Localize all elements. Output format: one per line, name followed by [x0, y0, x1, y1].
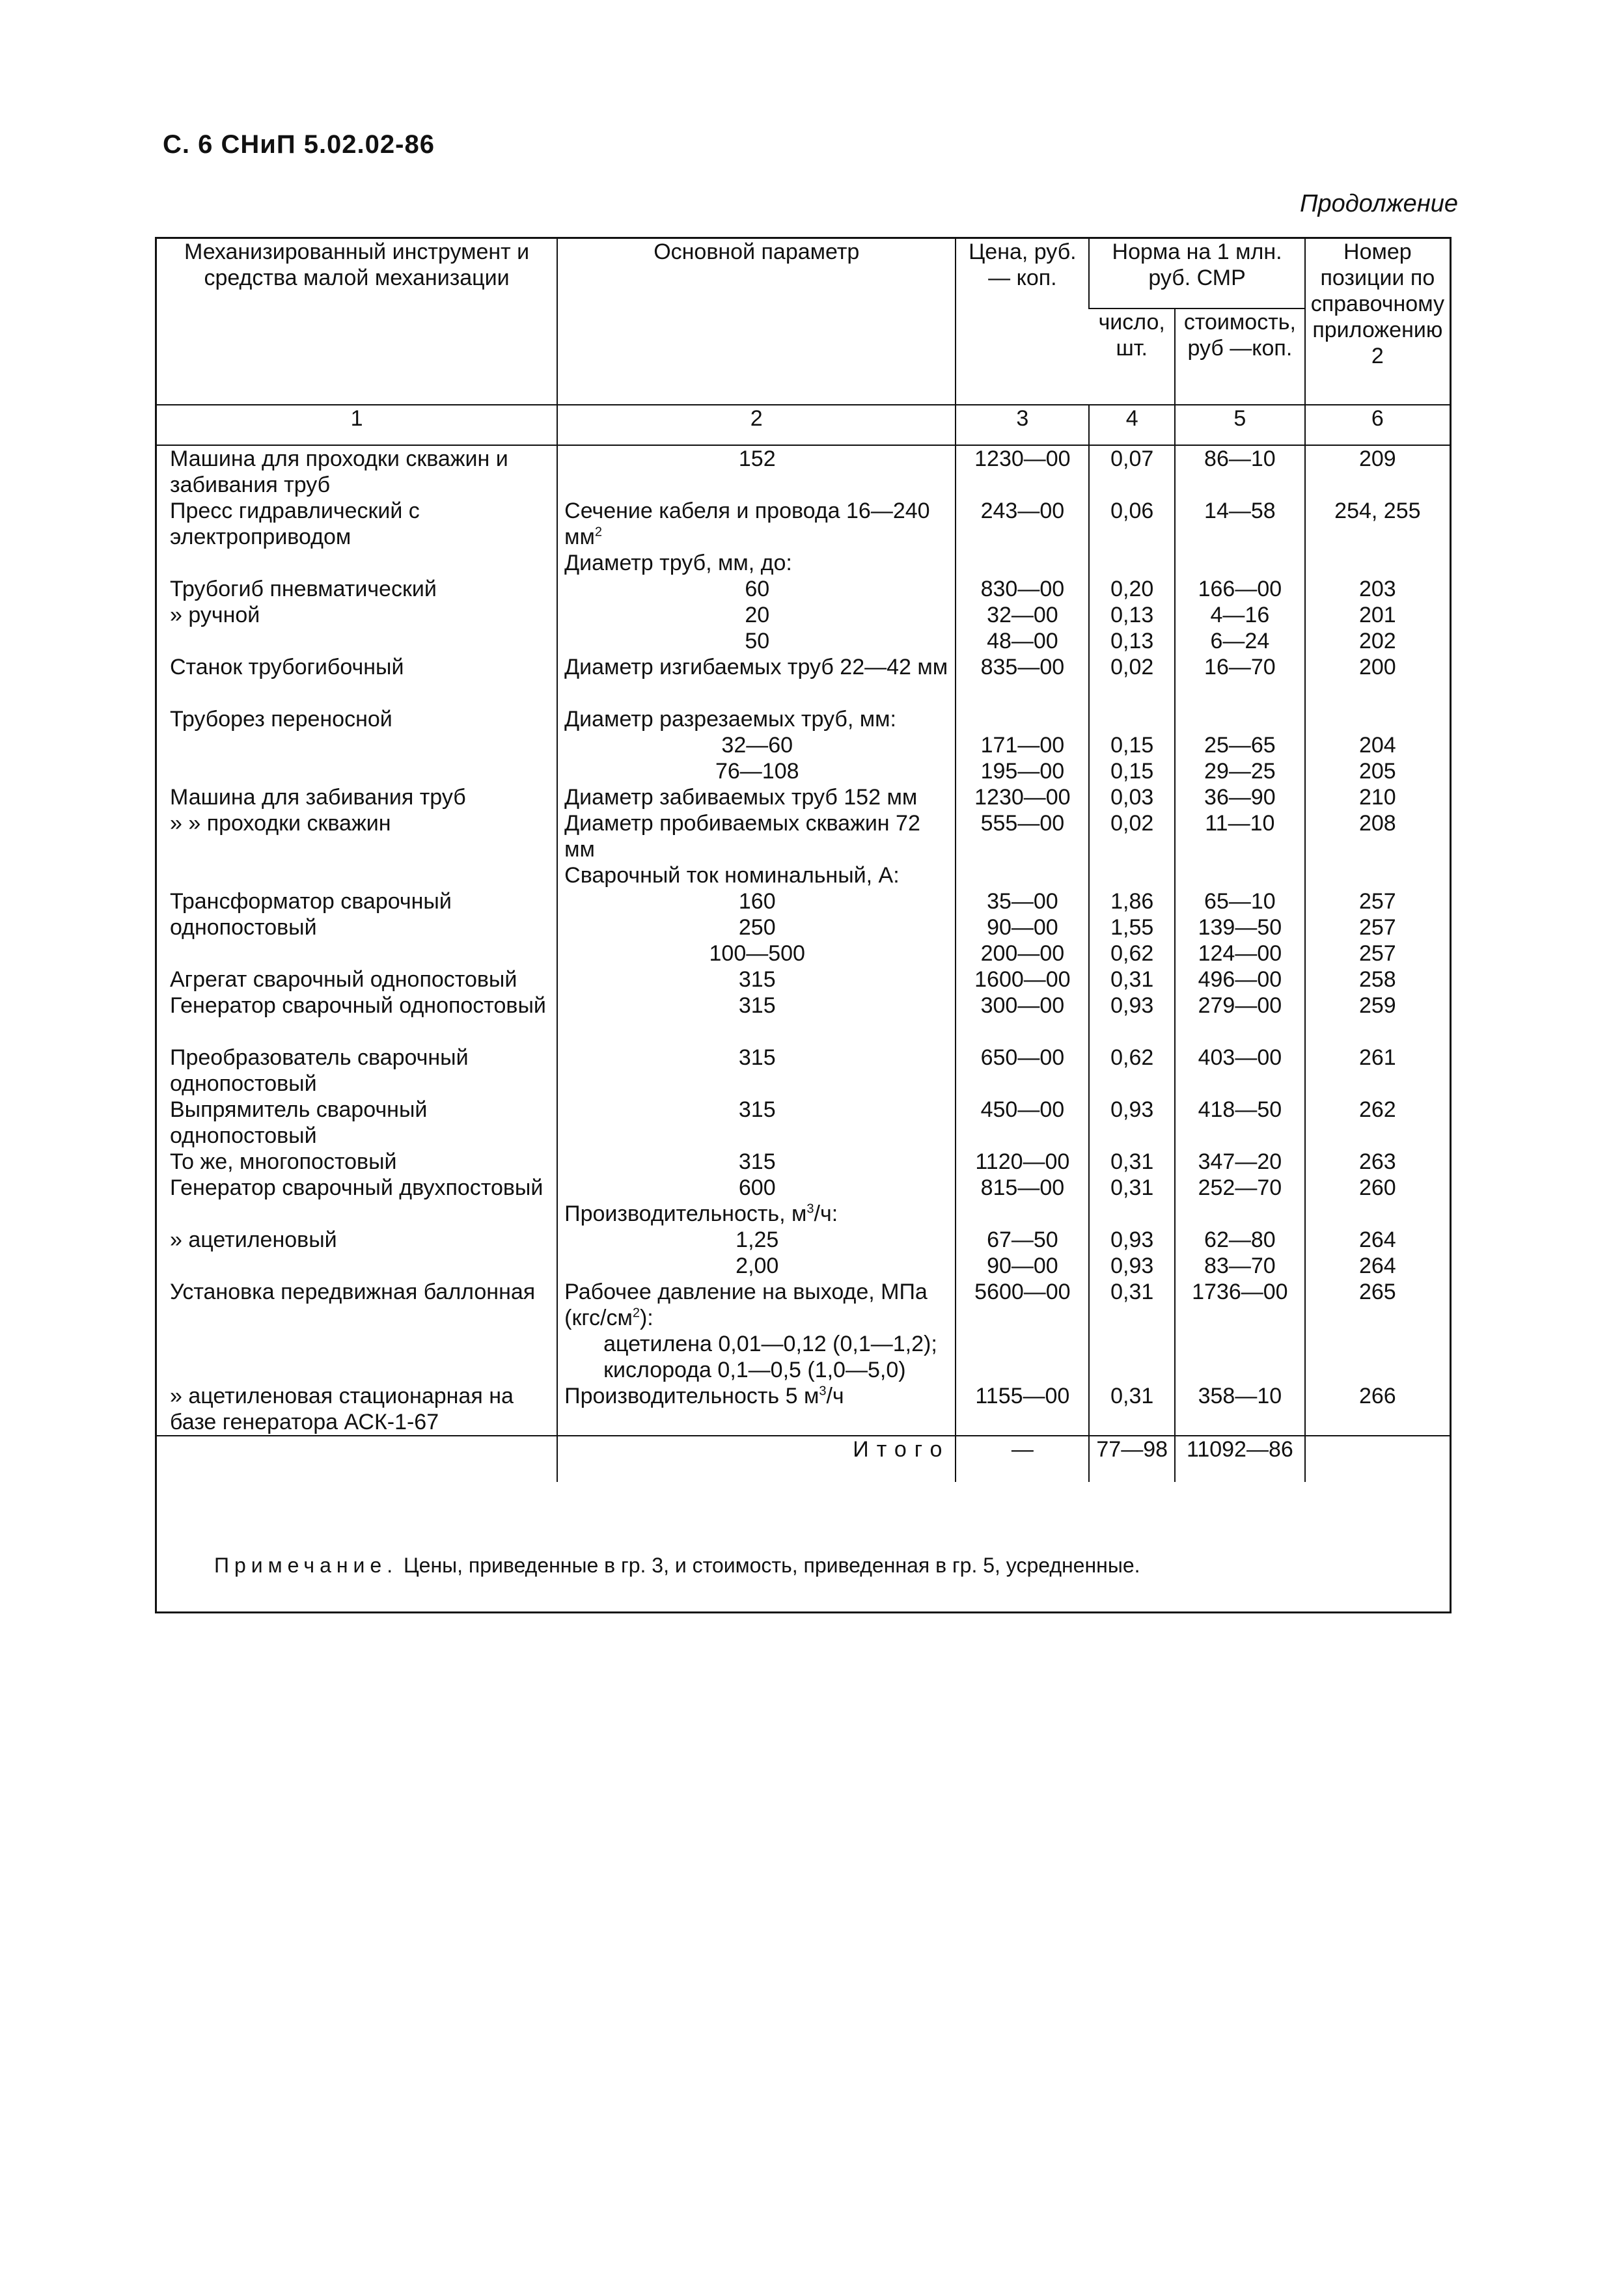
- price-value: 835—00: [980, 655, 1065, 679]
- column-numbers-row: [157, 405, 1450, 445]
- item-name: » ацетиленовая стационарная на базе генератора АСК-1-67: [170, 1384, 514, 1434]
- cost-value: 166—00: [1198, 577, 1282, 601]
- cost-value: 29—25: [1204, 759, 1276, 784]
- price-value: 35—00: [987, 889, 1058, 914]
- param-value: ацетилена 0,01—0,12 (0,1—1,2);: [603, 1332, 937, 1356]
- param-value: 60: [745, 577, 770, 601]
- qty-value: 0,31: [1110, 1384, 1154, 1408]
- position-value: 200: [1358, 655, 1396, 679]
- param-value: 315: [738, 967, 776, 992]
- total-label: Итого: [557, 1436, 956, 1482]
- price-value: 830—00: [980, 577, 1065, 601]
- position-value: 204: [1358, 733, 1396, 758]
- header-col4: число, шт.: [1089, 308, 1175, 405]
- item-name: Машина для проходки скважин и забивания труб: [170, 446, 508, 497]
- param-heading: Диаметр труб, мм, до:: [564, 551, 792, 575]
- cost-value: 124—00: [1198, 941, 1282, 966]
- param-value: Диаметр изгибаемых труб 22—42 мм: [564, 655, 948, 679]
- param-value: 315: [738, 1149, 776, 1174]
- header-col45: Норма на 1 млн. руб. СМР: [1089, 239, 1304, 308]
- param-value: Диаметр забиваемых труб 152 мм: [564, 785, 918, 810]
- param-value: 32—60: [721, 733, 793, 758]
- item-name: Трансформатор сварочный однопостовый: [170, 889, 452, 940]
- item-name: Пресс гидравлический с электроприводом: [170, 499, 420, 549]
- param-value: Производительность 5 $м^3/ч$: [564, 1384, 844, 1408]
- header-col6: Номер позиции по справочному приложению 2: [1305, 239, 1450, 405]
- position-value: 266: [1358, 1384, 1396, 1408]
- price-value: 5600—00: [974, 1280, 1071, 1304]
- param-value: 315: [738, 1097, 776, 1122]
- cost-value: 6—24: [1210, 629, 1270, 653]
- position-value: 209: [1358, 446, 1396, 471]
- item-name: Агрегат сварочный однопостовый: [170, 967, 517, 992]
- position-value: 264: [1358, 1227, 1396, 1252]
- param-heading: Диаметр разрезаемых труб, мм:: [564, 707, 896, 732]
- param-value: 250: [738, 915, 776, 940]
- item-name: Преобразователь сварочный однопостовый: [170, 1045, 469, 1096]
- param-value: 1,25: [736, 1227, 779, 1252]
- qty-value: 0,02: [1110, 811, 1154, 836]
- param-value: 315: [738, 993, 776, 1018]
- qty-value: 0,13: [1110, 603, 1154, 627]
- total-cost: 11092—86: [1175, 1436, 1305, 1482]
- col-number: 2: [557, 405, 956, 445]
- cost-value: 358—10: [1198, 1384, 1282, 1408]
- cost-value: 1736—00: [1192, 1280, 1288, 1304]
- cost-value: 36—90: [1204, 785, 1276, 810]
- qty-value: 0,93: [1110, 993, 1154, 1018]
- col-number: 3: [956, 405, 1089, 445]
- price-value: 90—00: [987, 1254, 1058, 1278]
- item-name: Выпрямитель сварочный однопостовый: [170, 1097, 428, 1148]
- position-column: [1305, 445, 1450, 1436]
- price-column: [956, 445, 1089, 1436]
- qty-value: 0,31: [1110, 1280, 1154, 1304]
- position-value: 263: [1358, 1149, 1396, 1174]
- col-number: 6: [1305, 405, 1450, 445]
- cost-value: 139—50: [1198, 915, 1282, 940]
- cost-value: 86—10: [1204, 446, 1276, 471]
- price-value: 650—00: [980, 1045, 1065, 1070]
- qty-value: 0,15: [1110, 759, 1154, 784]
- table-note: [214, 1554, 1140, 1578]
- table-body: [157, 445, 1450, 1436]
- price-value: 555—00: [980, 811, 1065, 836]
- qty-value: 0,13: [1110, 629, 1154, 653]
- position-value: 205: [1358, 759, 1396, 784]
- price-value: 300—00: [980, 993, 1065, 1018]
- position-value: 257: [1358, 941, 1396, 966]
- price-value: 67—50: [987, 1227, 1058, 1252]
- item-name: Установка передвижная баллонная: [170, 1280, 536, 1304]
- item-name: Генератор сварочный однопостовый: [170, 993, 546, 1018]
- cost-value: 252—70: [1198, 1175, 1282, 1200]
- page-header: С. 6 СНиП 5.02.02-86: [163, 130, 435, 159]
- cost-value: 403—00: [1198, 1045, 1282, 1070]
- price-value: 1600—00: [974, 967, 1071, 992]
- qty-value: 0,07: [1110, 446, 1154, 471]
- qty-value: 0,20: [1110, 577, 1154, 601]
- cost-value: 65—10: [1204, 889, 1276, 914]
- total-row: [157, 1436, 1450, 1482]
- price-value: 243—00: [980, 499, 1065, 523]
- qty-value: 0,31: [1110, 1175, 1154, 1200]
- price-value: 195—00: [980, 759, 1065, 784]
- item-name: » » проходки скважин: [170, 811, 391, 836]
- col-number: 4: [1089, 405, 1175, 445]
- qty-value: 0,62: [1110, 941, 1154, 966]
- qty-value: 1,55: [1110, 915, 1154, 940]
- position-value: 258: [1358, 967, 1396, 992]
- param-value: кислорода 0,1—0,5 (1,0—5,0): [603, 1358, 906, 1382]
- price-value: 1230—00: [974, 785, 1071, 810]
- position-value: 210: [1358, 785, 1396, 810]
- qty-value: 0,93: [1110, 1254, 1154, 1278]
- names-column: [157, 445, 557, 1436]
- item-name: Трубогиб пневматический: [170, 577, 437, 601]
- price-value: 200—00: [980, 941, 1065, 966]
- cost-value: 62—80: [1204, 1227, 1276, 1252]
- param-value: 2,00: [736, 1254, 779, 1278]
- position-value: 257: [1358, 915, 1396, 940]
- price-value: 32—00: [987, 603, 1058, 627]
- cost-value: 347—20: [1198, 1149, 1282, 1174]
- table-header-row: [157, 239, 1450, 308]
- header-col2: Основной параметр: [557, 239, 956, 405]
- qty-value: 0,93: [1110, 1227, 1154, 1252]
- total-price: —: [956, 1436, 1089, 1482]
- cost-value: 496—00: [1198, 967, 1282, 992]
- param-value: 152: [738, 446, 776, 471]
- position-value: 257: [1358, 889, 1396, 914]
- param-value: 76—108: [715, 759, 799, 784]
- param-value: 160: [738, 889, 776, 914]
- param-value: Рабочее давление на выходе, МПа $(кгс/см^2)$:: [564, 1280, 928, 1330]
- param-value: 100—500: [709, 941, 805, 966]
- param-heading: Производительность, $м^3/ч$:: [564, 1201, 838, 1226]
- header-col3: Цена, руб. — коп.: [956, 239, 1089, 405]
- col-number: 1: [157, 405, 557, 445]
- cost-value: 279—00: [1198, 993, 1282, 1018]
- header-col1: Механизированный инструмент и средства малой механизации: [157, 239, 557, 405]
- price-value: 90—00: [987, 915, 1058, 940]
- note-text: Цены, приведенные в гр. 3, и стоимость, приведенная в гр. 5, усредненные.: [398, 1554, 1140, 1577]
- param-value: Сечение кабеля и провода 16—240 $мм^2$: [564, 499, 930, 549]
- cost-value: 16—70: [1204, 655, 1276, 679]
- qty-value: 0,31: [1110, 1149, 1154, 1174]
- item-name: Машина для забивания труб: [170, 785, 466, 810]
- price-value: 1155—00: [975, 1384, 1070, 1408]
- price-value: 450—00: [980, 1097, 1065, 1122]
- cost-column: [1175, 445, 1305, 1436]
- item-name: » ацетиленовый: [170, 1227, 337, 1252]
- param-value: Диаметр пробиваемых скважин 72 мм: [564, 811, 920, 862]
- position-value: 261: [1358, 1045, 1396, 1070]
- col-number: 5: [1175, 405, 1305, 445]
- qty-value: 0,03: [1110, 785, 1154, 810]
- price-value: 1230—00: [974, 446, 1071, 471]
- item-name: Труборез переносной: [170, 707, 392, 732]
- qty-value: 0,93: [1110, 1097, 1154, 1122]
- position-value: 203: [1358, 577, 1396, 601]
- position-value: 208: [1358, 811, 1396, 836]
- param-value: 600: [738, 1175, 776, 1200]
- param-value: 20: [745, 603, 770, 627]
- qty-value: 0,02: [1110, 655, 1154, 679]
- header-col5: стоимость, руб —коп.: [1175, 308, 1305, 405]
- param-value: 50: [745, 629, 770, 653]
- param-heading: Сварочный ток номинальный, А:: [564, 863, 900, 888]
- qty-value: 0,31: [1110, 967, 1154, 992]
- position-value: 260: [1358, 1175, 1396, 1200]
- cost-value: 418—50: [1198, 1097, 1282, 1122]
- cost-value: 11—10: [1205, 811, 1275, 836]
- price-value: 171—00: [980, 733, 1065, 758]
- item-name: Генератор сварочный двухпостовый: [170, 1175, 544, 1200]
- param-value: 315: [738, 1045, 776, 1070]
- qty-value: 0,06: [1110, 499, 1154, 523]
- cost-value: 4—16: [1210, 603, 1270, 627]
- total-qty: 77—98: [1089, 1436, 1175, 1482]
- qty-value: 0,15: [1110, 733, 1154, 758]
- position-value: 259: [1358, 993, 1396, 1018]
- position-value: 201: [1358, 603, 1396, 627]
- cost-value: 25—65: [1204, 733, 1276, 758]
- price-value: 815—00: [980, 1175, 1065, 1200]
- position-value: 254, 255: [1334, 499, 1421, 523]
- qty-value: 1,86: [1110, 889, 1154, 914]
- position-value: 264: [1358, 1254, 1396, 1278]
- cost-value: 83—70: [1204, 1254, 1276, 1278]
- item-name: То же, многопостовый: [170, 1149, 397, 1174]
- price-value: 1120—00: [975, 1149, 1070, 1174]
- position-value: 202: [1358, 629, 1396, 653]
- params-column: [557, 445, 956, 1436]
- qty-value: 0,62: [1110, 1045, 1154, 1070]
- note-label: Примечание.: [214, 1554, 398, 1577]
- position-value: 262: [1358, 1097, 1396, 1122]
- item-name: Станок трубогибочный: [170, 655, 404, 679]
- cost-value: 14—58: [1204, 499, 1276, 523]
- equipment-table: [155, 237, 1452, 1613]
- price-value: 48—00: [987, 629, 1058, 653]
- position-value: 265: [1358, 1280, 1396, 1304]
- continuation-label: Продолжение: [1300, 190, 1458, 217]
- qty-column: [1089, 445, 1175, 1436]
- item-name: » ручной: [170, 603, 260, 627]
